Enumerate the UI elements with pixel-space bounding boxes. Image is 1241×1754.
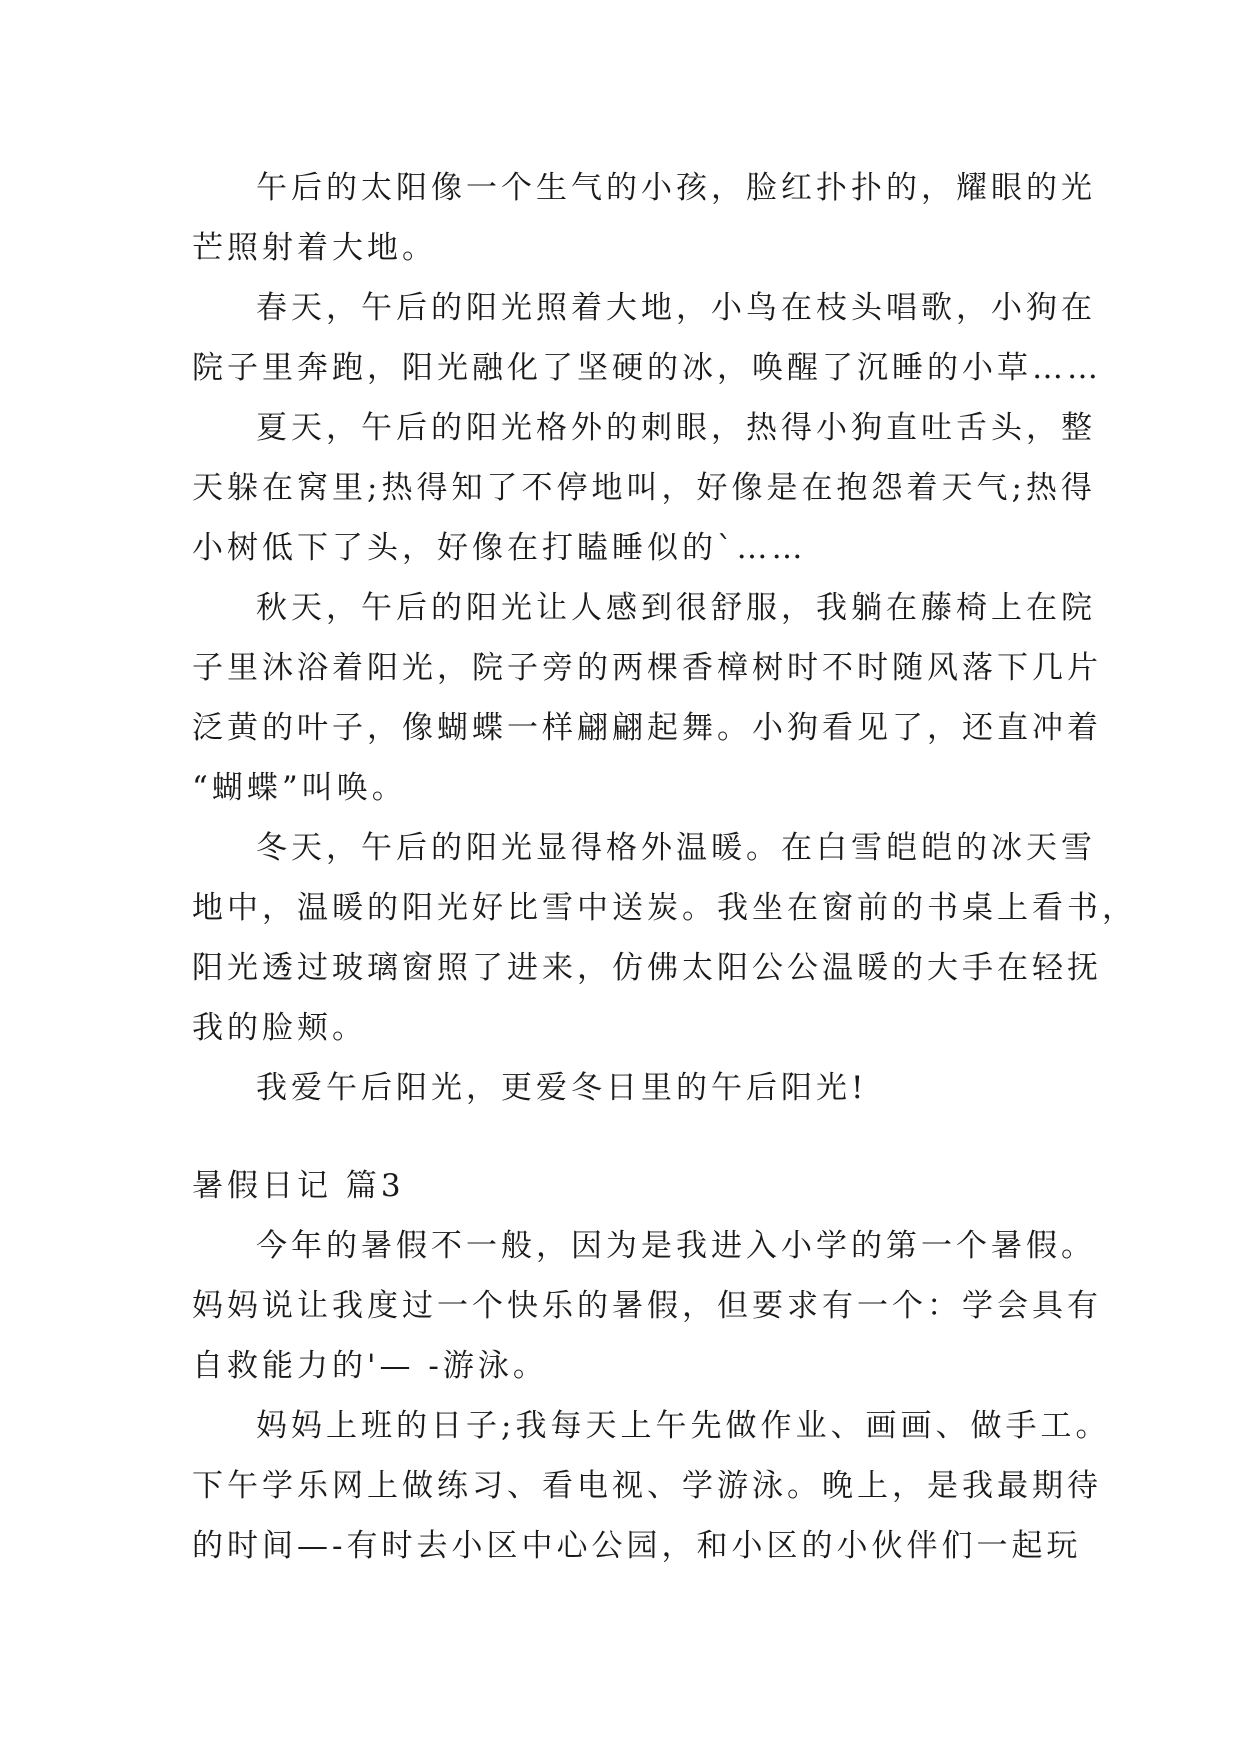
- paragraph-line: 下午学乐网上做练习、看电视、学游泳。晚上，是我最期待: [192, 1468, 1102, 1504]
- paragraph: [192, 278, 1102, 398]
- paragraph-line: 妈妈上班的日子;我每天上午先做作业、画画、做手工。: [256, 1408, 1111, 1444]
- section-heading: 暑假日记 篇3: [192, 1168, 405, 1204]
- paragraph-line: 阳光透过玻璃窗照了进来，仿佛太阳公公温暖的大手在轻抚: [192, 950, 1102, 986]
- paragraph-line: 泛黄的叶子，像蝴蝶一样翩翩起舞。小狗看见了，还直冲着: [192, 710, 1102, 746]
- paragraph-line: “蝴蝶”叫唤。: [192, 770, 407, 806]
- paragraph-line: 院子里奔跑，阳光融化了坚硬的冰，唤醒了沉睡的小草……: [192, 350, 1102, 386]
- paragraph-line: 冬天，午后的阳光显得格外温暖。在白雪皑皑的冰天雪: [256, 830, 1096, 866]
- paragraph-line: 的时间—-有时去小区中心公园，和小区的小伙伴们一起玩: [192, 1528, 1082, 1564]
- paragraph-line: 子里沐浴着阳光，院子旁的两棵香樟树时不时随风落下几片: [192, 650, 1102, 686]
- paragraph: [192, 1058, 1052, 1118]
- paragraph-line: 自救能力的'— -游泳。: [192, 1348, 548, 1384]
- paragraph-line: 春天，午后的阳光照着大地，小鸟在枝头唱歌，小狗在: [256, 290, 1096, 326]
- paragraph: [192, 1396, 1111, 1576]
- paragraph: [192, 578, 1102, 818]
- paragraph-line: 妈妈说让我度过一个快乐的暑假，但要求有一个：学会具有: [192, 1288, 1102, 1324]
- document-body: [192, 158, 1137, 1576]
- paragraph: [192, 398, 1096, 578]
- paragraph-line: 我的脸颊。: [192, 1010, 367, 1046]
- paragraph-line: 今年的暑假不一般，因为是我进入小学的第一个暑假。: [256, 1228, 1096, 1264]
- paragraph-line: 芒照射着大地。: [192, 230, 437, 266]
- paragraph-line: 秋天，午后的阳光让人感到很舒服，我躺在藤椅上在院: [256, 590, 1096, 626]
- paragraph-line: 午后的太阳像一个生气的小孩，脸红扑扑的，耀眼的光: [256, 170, 1096, 206]
- paragraph: [192, 158, 1096, 278]
- paragraph-line: 我爱午后阳光，更爱冬日里的午后阳光!: [256, 1070, 868, 1106]
- paragraph-line: 夏天，午后的阳光格外的刺眼，热得小狗直吐舌头，整: [256, 410, 1096, 446]
- section-spacer: [192, 1118, 1052, 1156]
- paragraph-line: 地中，温暖的阳光好比雪中送炭。我坐在窗前的书桌上看书，: [192, 890, 1137, 926]
- paragraph-line: 小树低下了头，好像在打瞌睡似的`……: [192, 530, 807, 566]
- paragraph-line: 天躲在窝里;热得知了不停地叫，好像是在抱怨着天气;热得: [192, 470, 1096, 506]
- paragraph: [192, 1216, 1102, 1396]
- paragraph: [192, 818, 1137, 1058]
